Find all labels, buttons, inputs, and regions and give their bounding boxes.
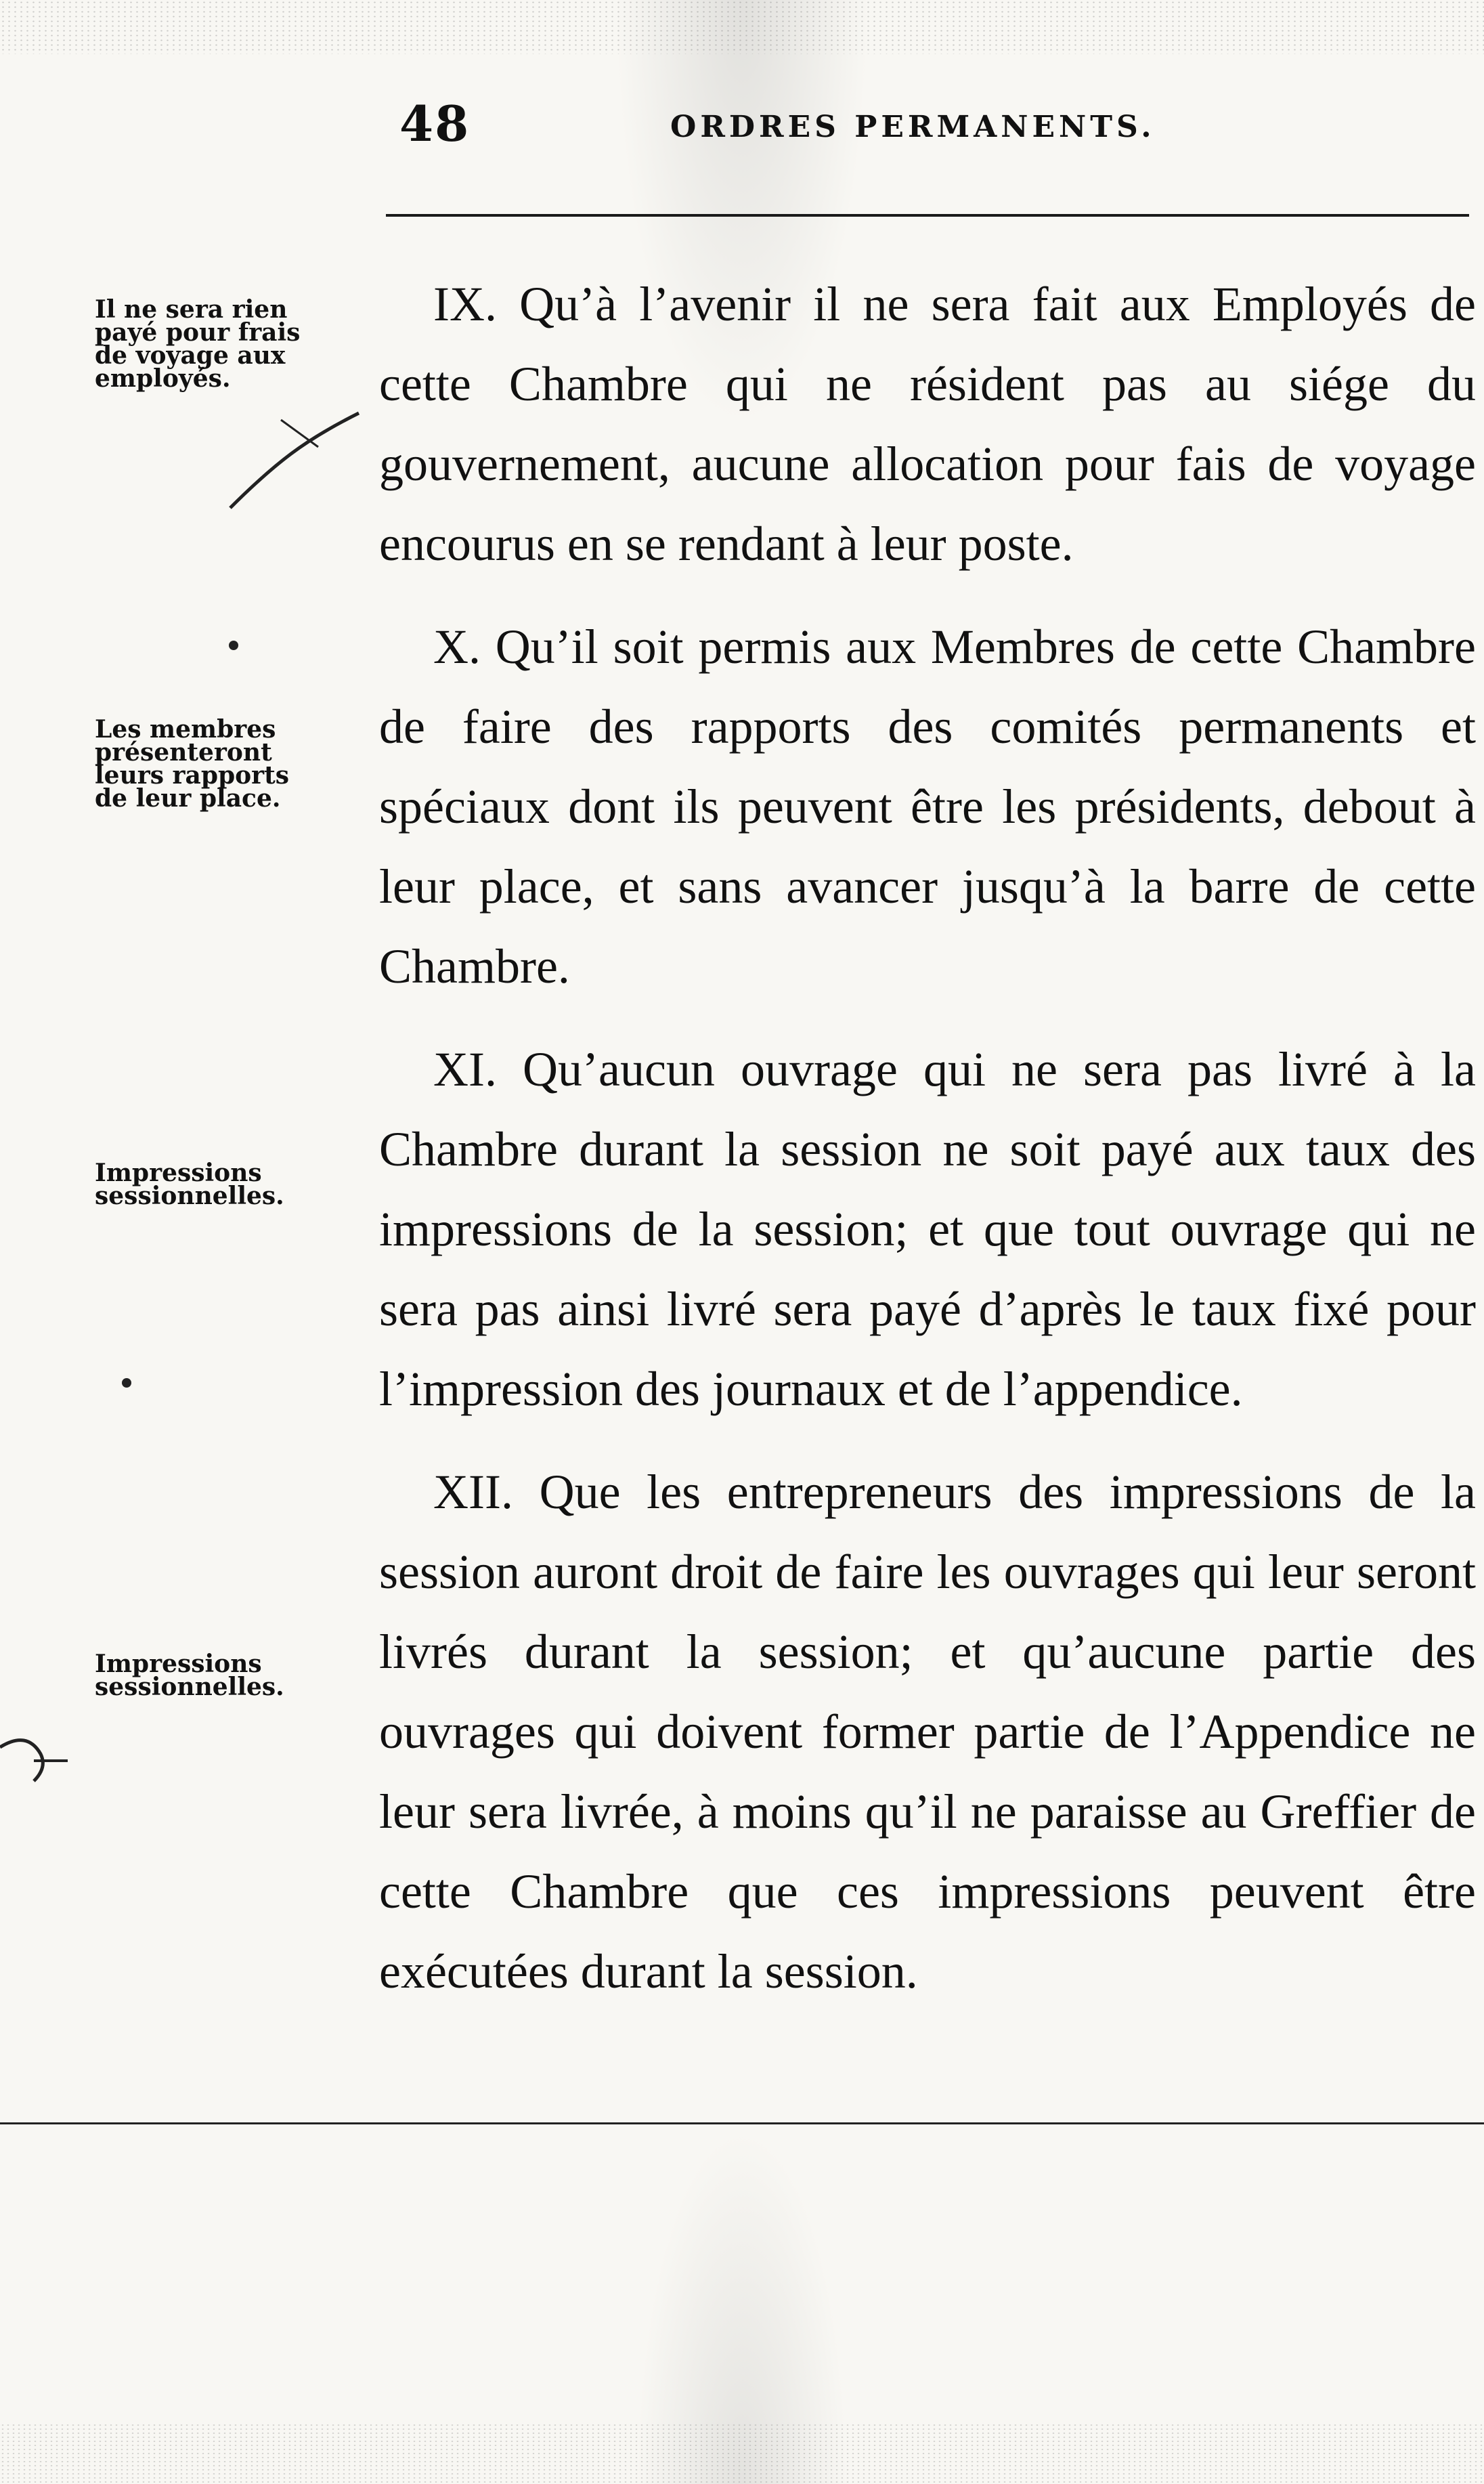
margin-note-sessional-printing-1: Impressions sessionnelles. [95, 1159, 284, 1210]
article-number: X. [433, 620, 481, 674]
scan-noise-bottom [0, 2423, 1484, 2484]
scan-fold-line [0, 2122, 1484, 2124]
ink-spot [229, 641, 238, 650]
article-number: IX. [433, 277, 497, 331]
article-text: Qu’aucun ouvrage qui ne sera pas livré à la Chambre durant la session ne soit payé aux taux des impressions de la session; et que tout ouvrage qui ne sera pas ainsi livré sera payé d’après le taux fixé pour l’impression des journaux et de l’appendice. [379, 1042, 1477, 1416]
article-text: Qu’il soit permis aux Membres de cette Chambre de faire des rapports des comités permanents et spéciaux dont ils peuvent être les présidents, debout à leur place, et sans avancer jusqu’à la barre de cette Chambre. [379, 620, 1476, 993]
scan-noise-top [0, 0, 1484, 54]
article-number: XI. [433, 1042, 497, 1096]
margin-note-travel-expenses: Il ne sera rien payé pour frais de voyage aux employés. [95, 295, 301, 393]
pencil-mark [217, 406, 366, 515]
ink-spot [122, 1378, 131, 1388]
article-text: Qu’à l’avenir il ne sera fait aux Employés de cette Chambre qui ne résident pas au siége du gouvernement, aucune allocation pour fais de voyage encourus en se rendant à leur poste. [379, 277, 1477, 571]
article-ix [379, 264, 1476, 584]
page-header [399, 95, 1456, 152]
article-number: XII. [433, 1465, 513, 1519]
running-head: ORDRES PERMANENTS. [670, 110, 1156, 144]
article-x [379, 607, 1476, 1006]
margin-hook-mark [0, 1734, 95, 1815]
margin-note-sessional-printing-2: Impressions sessionnelles. [95, 1650, 284, 1701]
body-text [379, 264, 1476, 2034]
article-text: Que les entrepreneurs des impressions de la session auront droit de faire les ouvrages qui leur seront livrés durant la session; et qu’aucune partie des ouvrages qui doivent former partie de l’Appendice ne leur sera livrée, à moins qu’il ne paraisse au Greffier de cette Chambre que ces impressions peuvent être exécutées durant la session. [379, 1465, 1476, 1998]
page-number: 48 [399, 95, 471, 152]
article-xi [379, 1029, 1476, 1429]
article-xii [379, 1452, 1476, 2011]
margin-note-members-reports: Les membres présenteront leurs rapports de leur place. [95, 715, 290, 813]
header-rule [386, 214, 1469, 217]
